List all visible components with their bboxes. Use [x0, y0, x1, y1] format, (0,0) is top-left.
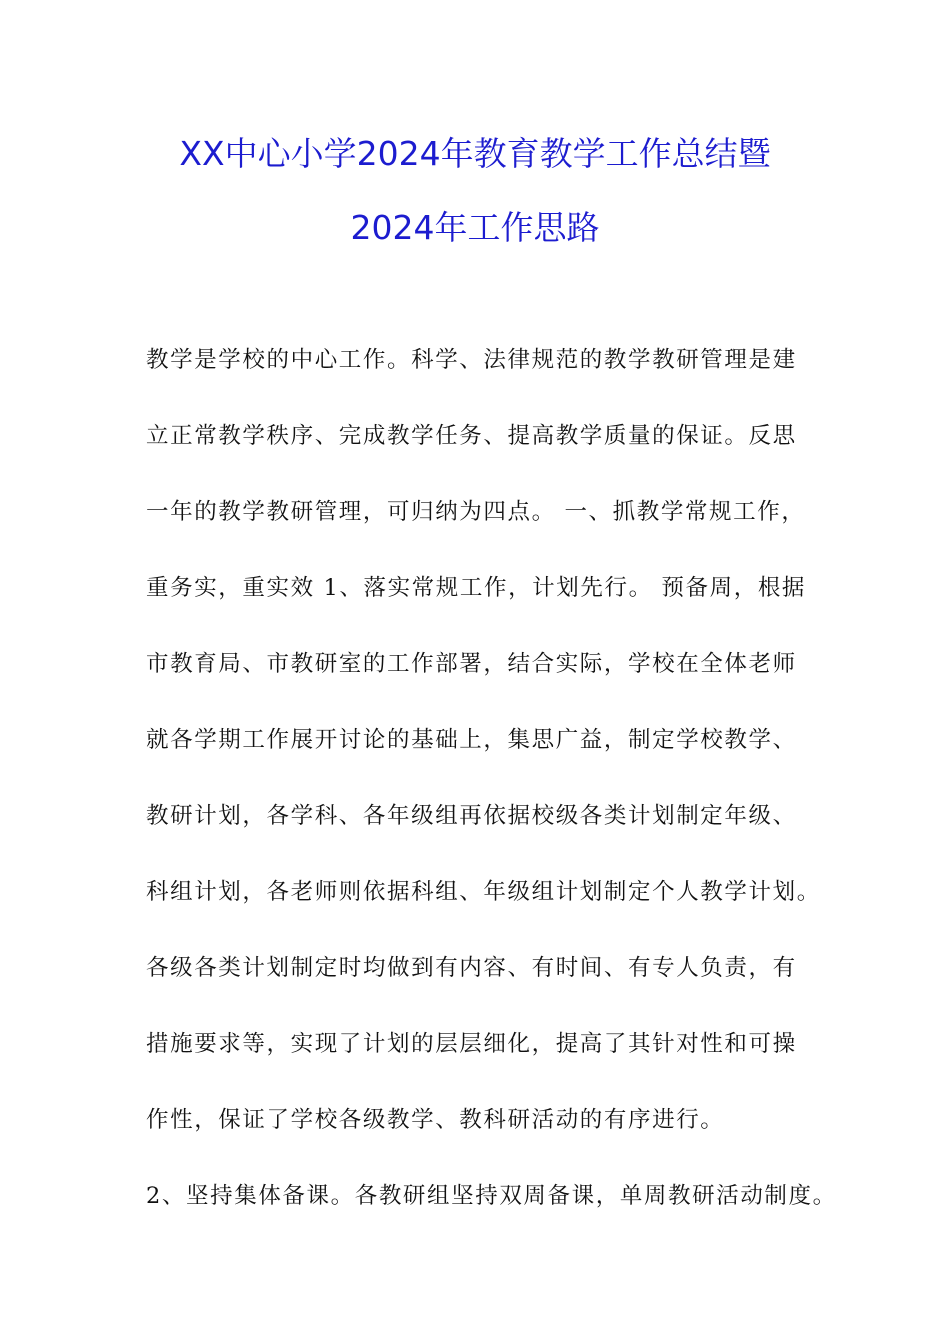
body-line: 教研计划，各学科、各年级组再依据校级各类计划制定年级、 [146, 803, 797, 829]
body-line: 措施要求等，实现了计划的层层细化，提高了其针对性和可操 [146, 1031, 797, 1057]
body-line: 作性，保证了学校各级教学、教科研活动的有序进行。 [146, 1107, 725, 1133]
body-line: 就各学期工作展开讨论的基础上，集思广益，制定学校教学、 [146, 727, 797, 753]
body-line: 科组计划，各老师则依据科组、年级组计划制定个人教学计划。 [146, 879, 821, 905]
body-line: 一年的教学教研管理，可归纳为四点。 一、抓教学常规工作， [146, 499, 806, 525]
document-title-line-1: XX中心小学2024年教育教学工作总结暨 [179, 134, 771, 173]
body-line: 各级各类计划制定时均做到有内容、有时间、有专人负责，有 [146, 955, 797, 981]
body-line: 教学是学校的中心工作。科学、法律规范的教学教研管理是建 [146, 347, 797, 373]
body-line: 2、坚持集体备课。各教研组坚持双周备课，单周教研活动制度。 [146, 1183, 837, 1209]
document-title-line-2: 2024年工作思路 [350, 208, 600, 247]
document-body [146, 340, 836, 1252]
body-line: 市教育局、市教研室的工作部署，结合实际，学校在全体老师 [146, 651, 797, 677]
body-line: 重务实，重实效 1、落实常规工作，计划先行。 预备周，根据 [146, 575, 807, 601]
body-line: 立正常教学秩序、完成教学任务、提高教学质量的保证。反思 [146, 423, 797, 449]
